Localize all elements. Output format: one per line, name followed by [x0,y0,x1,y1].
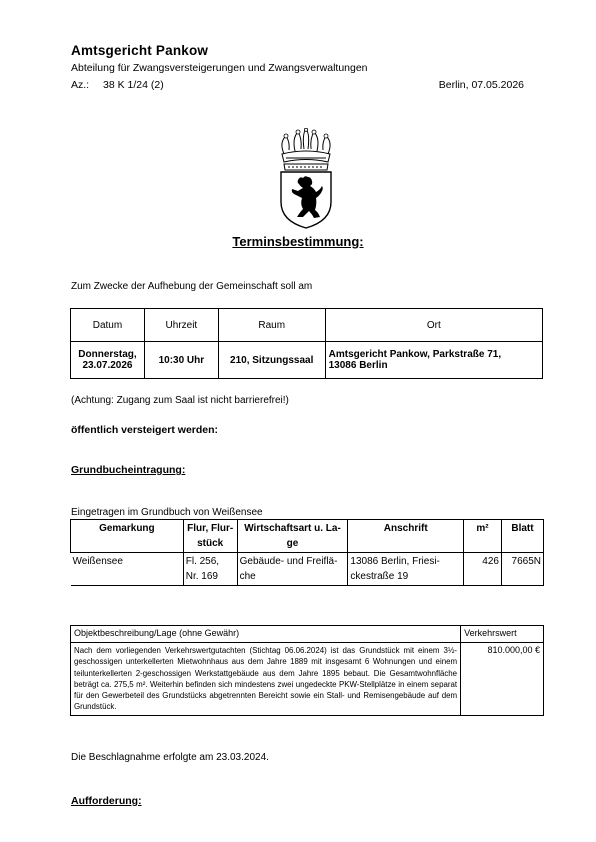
header-place: Ort [325,309,542,342]
appointment-table [70,308,543,379]
cell-area: 426 [464,553,502,586]
grundbuch-heading: Grundbucheintragung: [71,464,186,476]
department-name: Abteilung für Zwangsversteigerungen und Zwangsverwaltungen [71,62,368,74]
header-blatt: Blatt [501,520,543,553]
appointment-room: 210, Sitzungssaal [218,342,325,379]
grundbuch-intro: Eingetragen im Grundbuch von Weißensee [71,507,263,518]
header-gemarkung: Gemarkung [71,520,184,553]
grundbuch-table [70,519,544,586]
cell-wirtschaftsart: Gebäude- und Freiflä- che [237,553,348,586]
appointment-date: Donnerstag, 23.07.2026 [71,342,145,379]
case-number: 38 K 1/24 (2) [103,79,164,91]
appointment-place: Amtsgericht Pankow, Parkstraße 71, 13086 Berlin [325,342,542,379]
header-anschrift: Anschrift [348,520,464,553]
seizure-date-text: Die Beschlagnahme erfolgte am 23.03.2024. [71,752,269,763]
header-object-description: Objektbeschreibung/Lage (ohne Gewähr) [71,626,461,643]
header-flur: Flur, Flur- stück [183,520,237,553]
request-heading: Aufforderung: [71,795,142,807]
market-value: 810.000,00 € [461,643,544,716]
document-title: Terminsbestimmung: [232,234,364,249]
auction-statement: öffentlich versteigert werden: [71,424,219,436]
cell-gemarkung: Weißensee [71,553,184,586]
header-time: Uhrzeit [144,309,218,342]
cell-blatt: 7665N [501,553,543,586]
object-description: Nach dem vorliegenden Verkehrswertgutachten (Stichtag 06.06.2024) ist das Grundstück mit einem 3½-geschossigen unterkellerten Mietwohnhaus aus dem Jahre 1889 mit insgesamt 6 Wohnungen und einem teilunterkellerten 2-geschossigen Werkstattgebäude aus dem Jahre 1895 bebaut. Die Gesamtwohnfläche beträgt ca. 275,5 m². Weiterhin befinden sich mindestens zwei ungedeckte PKW-Stellplätze in einem separat für den Gewerbeteil des Grundstücks abgetrennten Bereicht sowie ein Stall- und Remisengebäude auf dem Grundstück. [71,643,461,716]
object-table [70,625,544,716]
cell-anschrift: 13086 Berlin, Friesi- ckestraße 19 [348,553,464,586]
court-name: Amtsgericht Pankow [71,43,209,58]
intro-text: Zum Zwecke der Aufhebung der Gemeinschaft soll am [71,281,313,292]
header-market-value: Verkehrswert [461,626,544,643]
place-date: Berlin, 07.05.2026 [438,79,524,91]
case-number-label: Az.: [71,79,90,91]
header-room: Raum [218,309,325,342]
header-area: m² [464,520,502,553]
cell-flur: Fl. 256, Nr. 169 [183,553,237,586]
header-date: Datum [71,309,145,342]
berlin-coat-of-arms-icon [276,128,336,230]
header-wirtschaftsart: Wirtschaftsart u. La- ge [237,520,348,553]
appointment-time: 10:30 Uhr [144,342,218,379]
accessibility-note: (Achtung: Zugang zum Saal ist nicht barrierefrei!) [71,395,289,406]
